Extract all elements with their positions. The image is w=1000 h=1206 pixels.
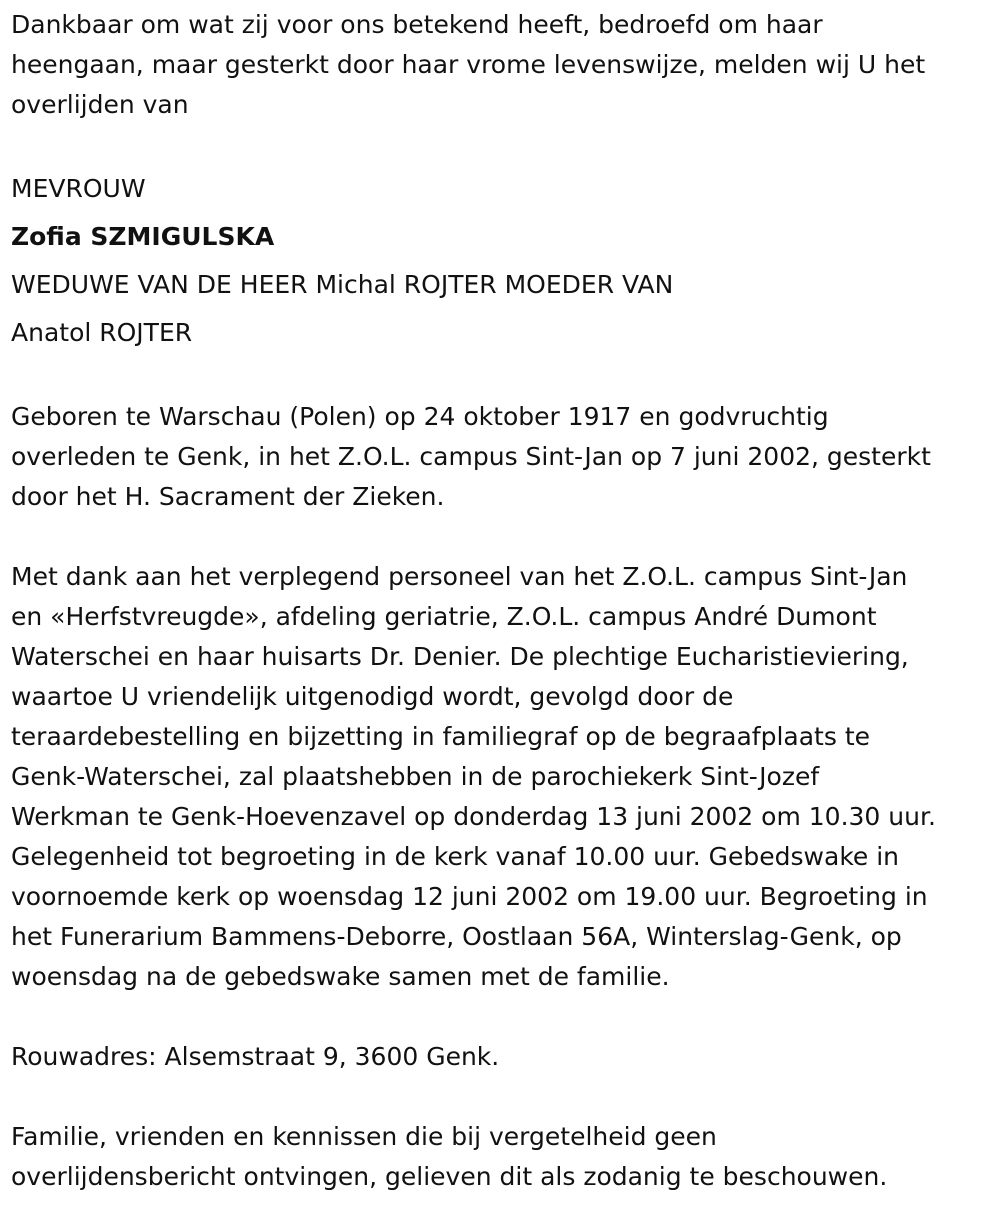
deceased-name: Zofia SZMIGULSKA (11, 222, 275, 251)
thanks-line: Genk-Waterschei, zal plaatshebben in de parochiekerk Sint-Jozef (11, 762, 820, 791)
intro-paragraph (11, 5, 996, 125)
thanks-and-service-paragraph (11, 557, 996, 997)
birth-death-line: Geboren te Warschau (Polen) op 24 oktober 1917 en godvruchtig (11, 402, 829, 431)
thanks-line: Waterschei en haar huisarts Dr. Denier. De plechtige Eucharistieviering, (11, 642, 909, 671)
closing-line: overlijdensbericht ontvingen, gelieven dit als zodanig te beschouwen. (11, 1162, 888, 1191)
thanks-line: voornoemde kerk op woensdag 12 juni 2002 om 19.00 uur. Begroeting in (11, 882, 928, 911)
thanks-line: Gelegenheid tot begroeting in de kerk vanaf 10.00 uur. Gebedswake in (11, 842, 900, 871)
mourning-address: Rouwadres: Alsemstraat 9, 3600 Genk. (11, 1042, 500, 1071)
intro-line: overlijden van (11, 90, 189, 119)
intro-line: heengaan, maar gesterkt door haar vrome levenswijze, melden wij U het (11, 50, 926, 79)
closing-paragraph (11, 1117, 996, 1197)
thanks-line: en «Herfstvreugde», afdeling geriatrie, Z.O.L. campus André Dumont (11, 602, 877, 631)
thanks-line: het Funerarium Bammens-Deborre, Oostlaan 56A, Winterslag-Genk, op (11, 922, 902, 951)
honorific: MEVROUW (11, 174, 146, 203)
child-name: Anatol ROJTER (11, 318, 193, 347)
thanks-line: woensdag na de gebedswake samen met de familie. (11, 962, 670, 991)
birth-death-line: door het H. Sacrament der Zieken. (11, 482, 445, 511)
mourning-address-paragraph (11, 1037, 996, 1077)
closing-line: Familie, vrienden en kennissen die bij vergetelheid geen (11, 1122, 717, 1151)
deceased-title-block (11, 165, 996, 357)
relation-line: WEDUWE VAN DE HEER Michal ROJTER MOEDER VAN (11, 270, 674, 299)
intro-line: Dankbaar om wat zij voor ons betekend heeft, bedroefd om haar (11, 10, 823, 39)
thanks-line: Met dank aan het verplegend personeel van het Z.O.L. campus Sint-Jan (11, 562, 908, 591)
birth-death-line: overleden te Genk, in het Z.O.L. campus Sint-Jan op 7 juni 2002, gesterkt (11, 442, 931, 471)
thanks-line: Werkman te Genk-Hoevenzavel op donderdag 13 juni 2002 om 10.30 uur. (11, 802, 936, 831)
thanks-line: teraardebestelling en bijzetting in familiegraf op de begraafplaats te (11, 722, 870, 751)
thanks-line: waartoe U vriendelijk uitgenodigd wordt, gevolgd door de (11, 682, 734, 711)
obituary-notice (11, 5, 996, 1197)
birth-death-paragraph (11, 397, 996, 517)
